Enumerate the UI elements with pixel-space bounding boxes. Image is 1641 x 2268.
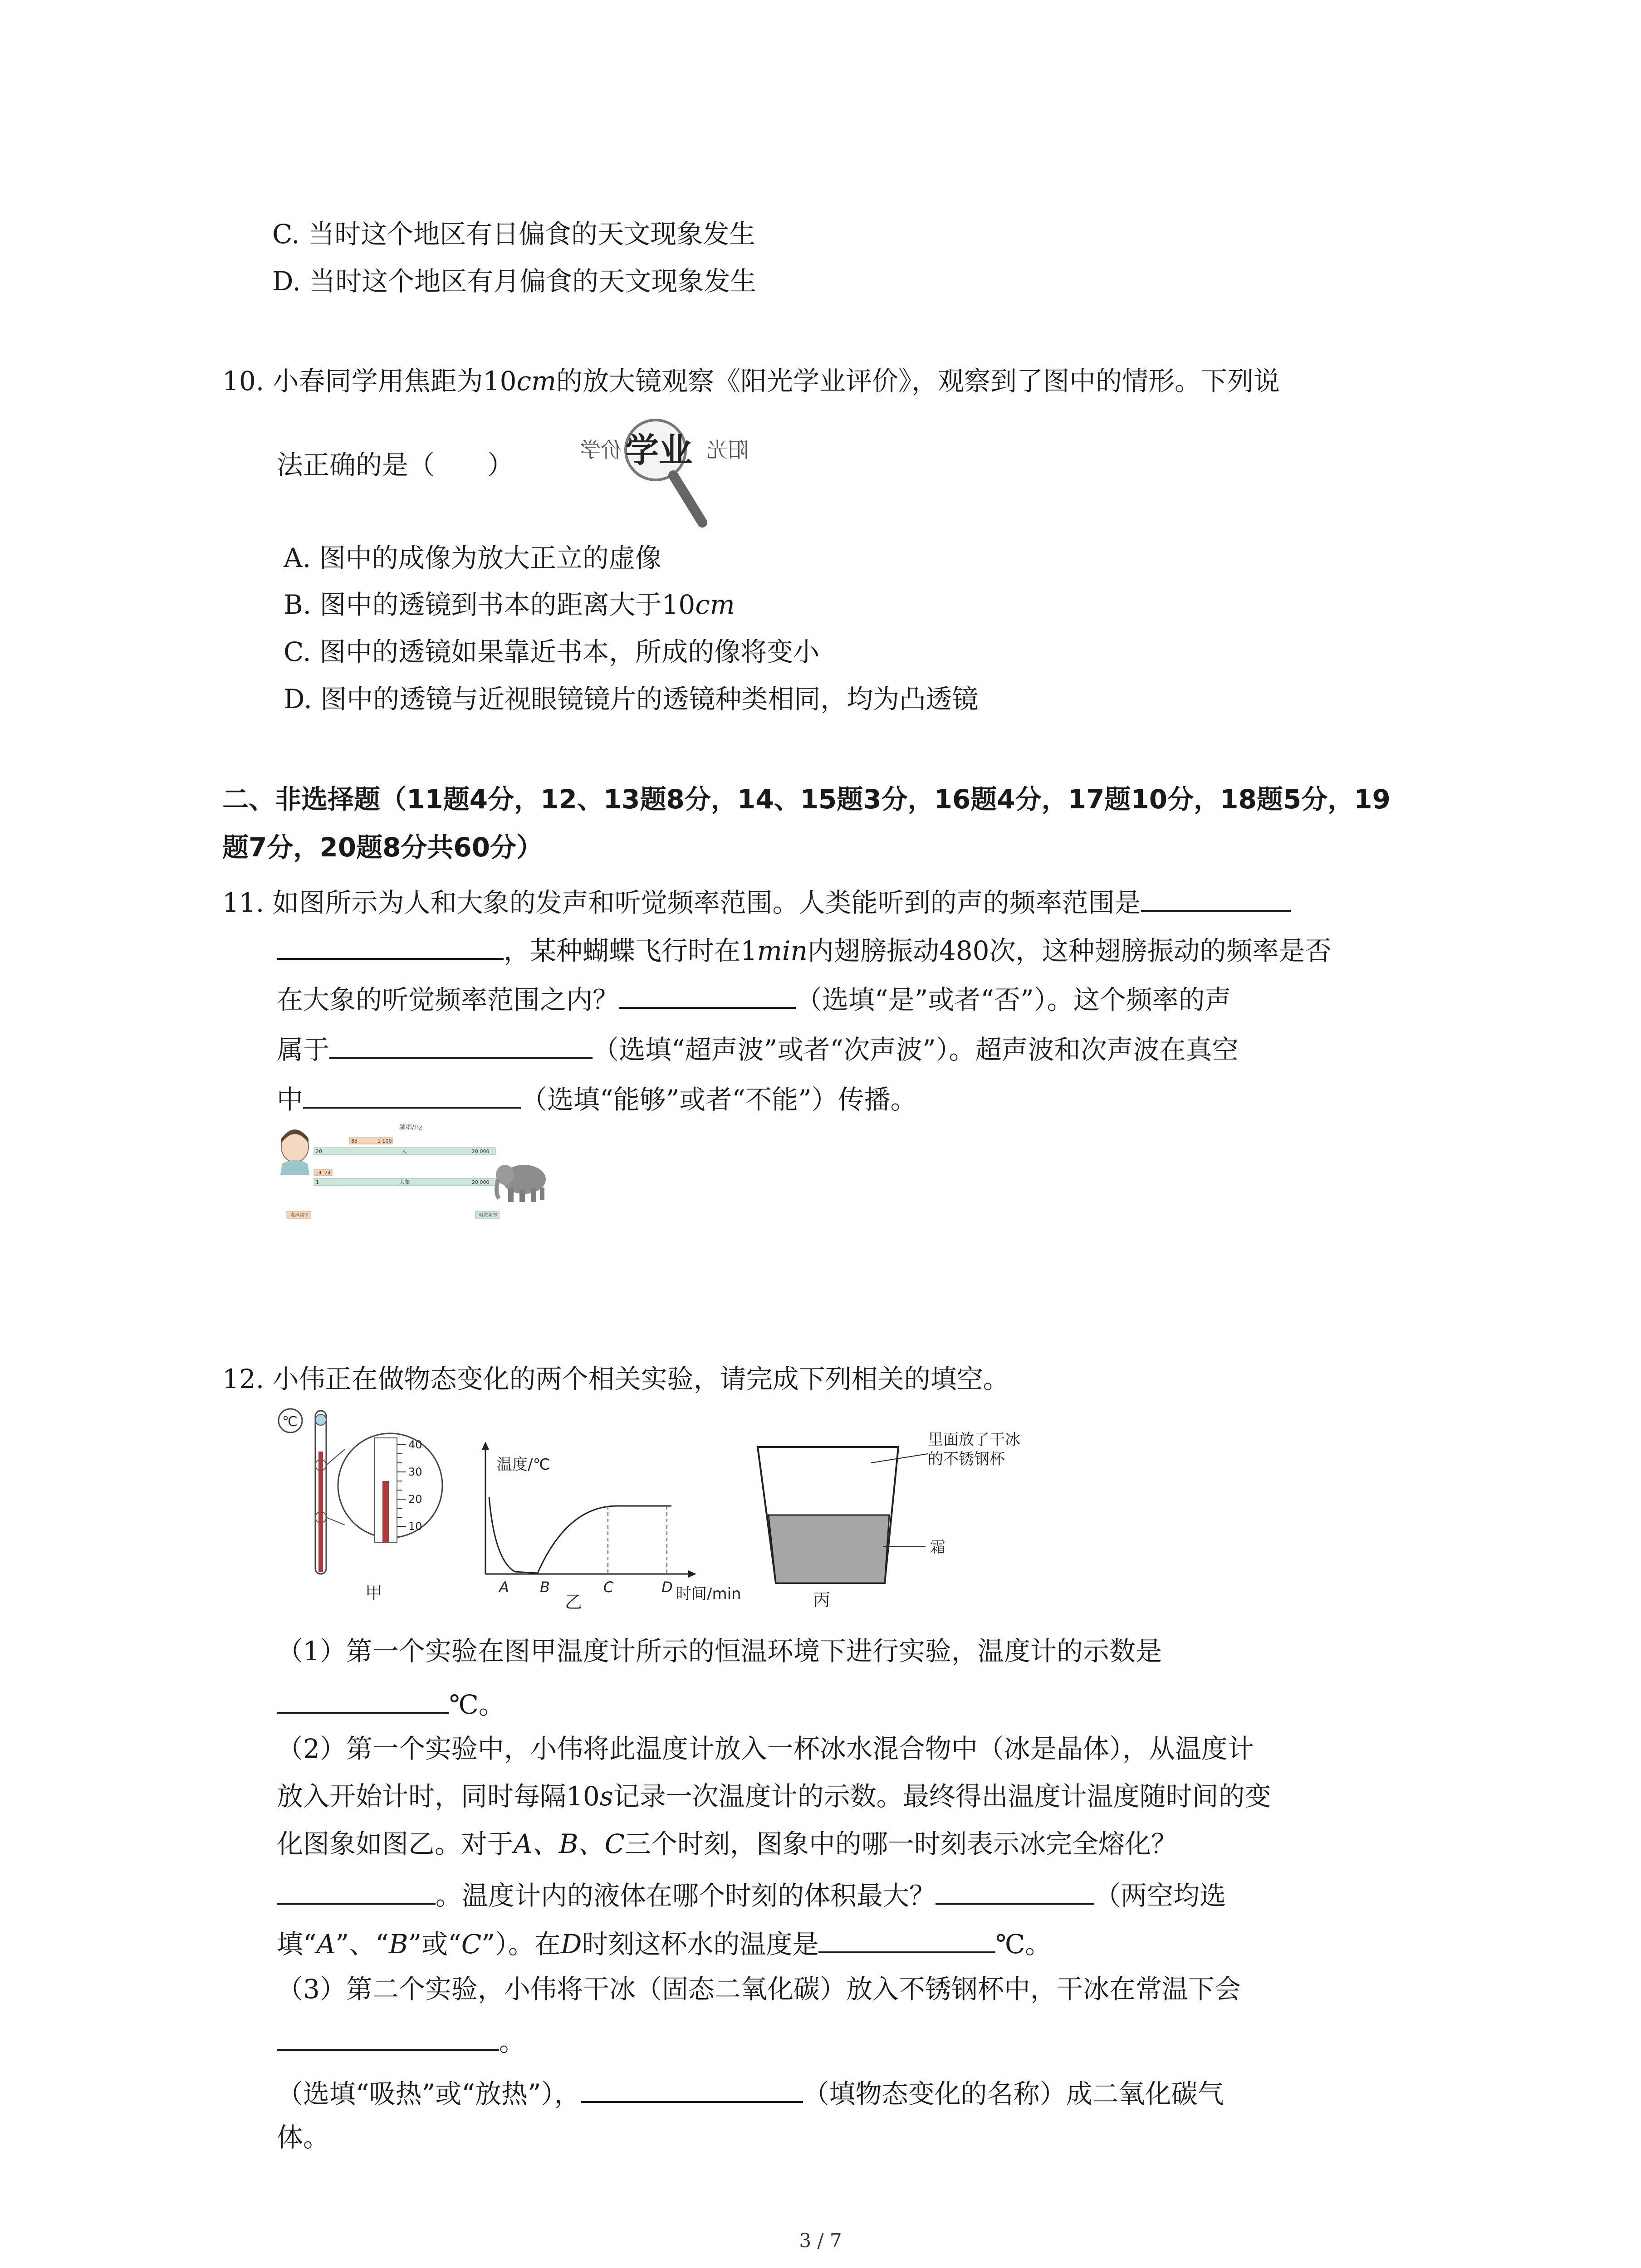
q12-part2-line4: 。温度计内的液体在哪个时刻的体积最大？ （两空均选 (277, 1875, 1226, 1914)
q12-part2-line5: 填“A”、“B”或“C”）。在D时刻这杯水的温度是 ℃。 (277, 1923, 1051, 1962)
temperature-curve (489, 1497, 671, 1573)
q11-blank-1-cont[interactable] (277, 930, 504, 960)
cup-label-line2: 的不锈钢杯 (928, 1450, 1005, 1468)
thermometer-unit-label: ℃ (282, 1414, 298, 1430)
q10-stem: 10. 小春同学用焦距为10cm的放大镜观察《阳光学业评价》，观察到了图中的情形。下列说 (222, 366, 1280, 396)
point-a: A (499, 1579, 509, 1596)
human-hear-low: 20 (316, 1149, 322, 1154)
legend-voice: 发声频率 (290, 1213, 309, 1218)
graph-ylabel: 温度/℃ (497, 1456, 550, 1474)
q12-blank-5[interactable] (277, 2021, 499, 2051)
steel-cup-figure (749, 1420, 1020, 1610)
thermometer-tick-30: 30 (408, 1466, 422, 1478)
q12-blank-1[interactable] (277, 1684, 449, 1714)
q12-part3-line4: 体。 (277, 2122, 330, 2153)
q11-blank-3[interactable] (329, 1029, 593, 1059)
caption-bing: 丙 (813, 1590, 831, 1610)
thermometer-figure (272, 1406, 454, 1606)
temperature-time-graph (472, 1438, 771, 1610)
elephant-icon (496, 1165, 546, 1202)
page-number: 3 / 7 (799, 2229, 842, 2252)
thermometer-tick-20: 20 (408, 1493, 422, 1505)
thermometer-tick-10: 10 (408, 1520, 422, 1533)
q10-option-c: C. 图中的透镜如果靠近书本，所成的像将变小 (284, 636, 820, 667)
q11-line2: ，某种蝴蝶飞行时在1min内翅膀振动480次，这种翅膀振动的频率是否 (277, 930, 1332, 969)
elephant-hear-low: 1 (316, 1179, 319, 1185)
q12-blank-3[interactable] (936, 1875, 1094, 1905)
q11-line5: 中 （选填“能够”或者“不能”）传播。 (277, 1079, 917, 1118)
freq-axis-title: 频率/Hz (399, 1124, 422, 1131)
q12-part1: （1）第一个实验在图甲温度计所示的恒温环境下进行实验，温度计的示数是 (277, 1636, 1162, 1667)
human-voice-high: 1 100 (377, 1138, 392, 1144)
point-c: C (603, 1579, 614, 1596)
q12-blank-4[interactable] (818, 1923, 995, 1953)
q10-stem-line2: 法正确的是（ ） (277, 450, 514, 480)
q12-part2-line3: 化图象如图乙。对于A、B、C三个时刻，图象中的哪一时刻表示冰完全熔化？ (277, 1828, 1177, 1859)
human-voice-low: 85 (351, 1138, 358, 1144)
q11-blank-2[interactable] (619, 979, 796, 1009)
q11-line4: 属于 （选填“超声波”或者“次声波”）。超声波和次声波在真空 (277, 1029, 1239, 1068)
human-hear-high: 20 000 (472, 1149, 490, 1154)
section-2-heading: 二、非选择题（11题4分，12、13题8分，14、15题3分，16题4分，17题10分，18题5分，19 (222, 784, 1391, 815)
q12-part2-line2: 放入开始计时，同时每隔10s记录一次温度计的示数。最终得出温度计温度随时间的变 (277, 1781, 1271, 1812)
q12-part1-line2: ℃。 (277, 1684, 505, 1723)
point-b: B (540, 1579, 550, 1596)
legend-hear: 听觉频率 (479, 1213, 497, 1218)
human-label: 人 (402, 1148, 407, 1154)
mirrored-text-left: 价学 (580, 438, 622, 462)
magnified-text: 学业 (625, 431, 692, 470)
graph-xlabel: 时间/min (676, 1585, 741, 1603)
q10-option-b: B. 图中的透镜到书本的距离大于10cm (284, 589, 735, 620)
frost-label: 霜 (930, 1538, 945, 1556)
section-2-heading-line2: 题7分，20题8分共60分） (222, 832, 543, 863)
frequency-range-figure (272, 1120, 554, 1256)
elephant-hear-high: 20 000 (472, 1179, 490, 1185)
caption-jia: 甲 (365, 1583, 383, 1603)
q9-option-c: C. 当时这个地区有日偏食的天文现象发生 (272, 219, 756, 249)
cup-label-line1: 里面放了干冰 (928, 1431, 1020, 1449)
elephant-voice-low: 14 (315, 1170, 322, 1176)
mirrored-text-right: 阳光 (707, 438, 749, 462)
caption-yi: 乙 (565, 1592, 583, 1612)
q12-part2-line1: （2）第一个实验中，小伟将此温度计放入一杯冰水混合物中（冰是晶体），从温度计 (277, 1733, 1254, 1764)
q10-option-d: D. 图中的透镜与近视眼镜镜片的透镜种类相同，均为凸透镜 (284, 684, 979, 714)
q11-line3: 在大象的听觉频率范围之内？ （选填“是”或者“否”）。这个频率的声 (277, 979, 1231, 1018)
human-icon (280, 1129, 309, 1175)
q11-blank-1[interactable] (1141, 882, 1291, 912)
q12-stem: 12. 小伟正在做物态变化的两个相关实验，请完成下列相关的填空。 (222, 1364, 1009, 1394)
q12-part3-line2: 。 (277, 2021, 525, 2060)
magnifier-figure (558, 417, 753, 535)
q10-option-a: A. 图中的成像为放大正立的虚像 (284, 543, 661, 573)
q12-part3-line3: （选填“吸热”或“放热”）， （填物态变化的名称）成二氧化碳气 (277, 2073, 1224, 2112)
elephant-voice-high: 24 (324, 1170, 331, 1176)
q11-blank-4[interactable] (303, 1079, 521, 1109)
q9-option-d: D. 当时这个地区有月偏食的天文现象发生 (272, 266, 757, 297)
q12-blank-2[interactable] (277, 1875, 436, 1905)
elephant-label: 大象 (399, 1179, 411, 1185)
dry-ice-region (769, 1515, 889, 1583)
q12-part3-line1: （3）第二个实验，小伟将干冰（固态二氧化碳）放入不锈钢杯中，干冰在常温下会 (277, 1974, 1241, 2004)
thermometer-tick-40: 40 (408, 1438, 422, 1451)
point-d: D (661, 1579, 673, 1596)
q12-blank-6[interactable] (581, 2073, 803, 2103)
q11-line1: 11. 如图所示为人和大象的发声和听觉频率范围。人类能听到的声的频率范围是 (222, 882, 1291, 921)
